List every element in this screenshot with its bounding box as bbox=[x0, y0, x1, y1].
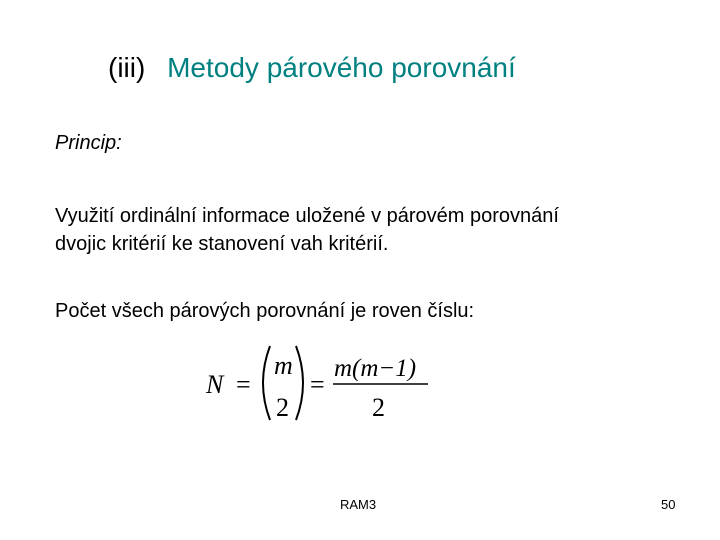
count-statement: Počet všech párových porovnání je roven číslu: bbox=[55, 300, 475, 322]
formula-lhs: N bbox=[206, 370, 224, 399]
formula-svg bbox=[200, 338, 440, 428]
principle-line-1: Využití ordinální informace uložené v párovém porovnání bbox=[55, 205, 559, 227]
formula-equals-2: = bbox=[310, 370, 325, 399]
binom-right-paren bbox=[296, 346, 303, 420]
footer-label: RAM3 bbox=[340, 497, 377, 512]
principle-line-2: dvojic kritérií ke stanovení vah kritérií. bbox=[55, 233, 389, 255]
formula-equals-1: = bbox=[236, 370, 251, 399]
fraction-numerator: m(m−1) bbox=[334, 355, 417, 382]
binom-left-paren bbox=[263, 346, 270, 420]
formula bbox=[200, 338, 440, 428]
binom-bottom: 2 bbox=[276, 393, 289, 422]
fraction-denominator: 2 bbox=[372, 393, 385, 422]
principle-paragraph bbox=[55, 202, 695, 258]
slide-title bbox=[108, 52, 516, 84]
page-number: 50 bbox=[661, 497, 676, 512]
binom-top: m bbox=[274, 351, 293, 380]
title-text: Metody párového porovnání bbox=[167, 52, 516, 83]
principle-heading: Princip: bbox=[55, 132, 122, 154]
title-number: (iii) bbox=[108, 52, 146, 83]
